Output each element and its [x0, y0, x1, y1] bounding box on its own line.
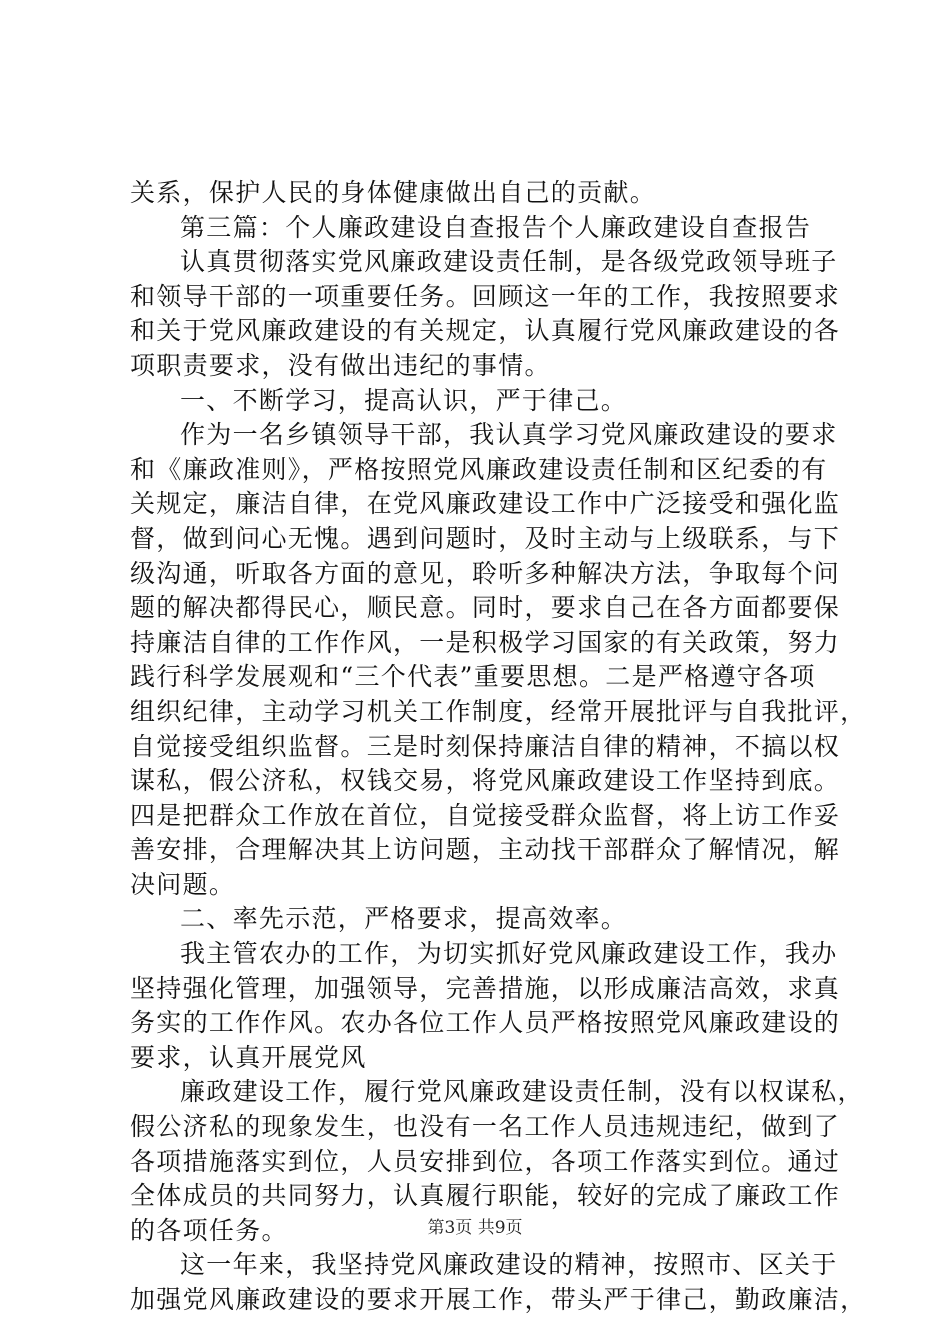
text-line: 坚持强化管理，加强领导，完善措施，以形成廉洁高效，求真: [130, 973, 841, 1003]
text-line: 关系，保护人民的身体健康做出自己的贡献。: [130, 178, 657, 207]
text-line: 项职责要求，没有做出违纪的事情。: [130, 350, 551, 380]
text-line: 谋私，假公济私，权钱交易，将党风廉政建设工作坚持到底。: [130, 766, 841, 796]
document-body: [130, 176, 867, 1318]
text-line: 作为一名乡镇领导干部，我认真学习党风廉政建设的要求: [180, 420, 838, 450]
text-line: 题的解决都得民心，顺民意。同时，要求自己在各方面都要保: [130, 593, 841, 623]
text-line: 各项措施落实到位，人员安排到位，各项工作落实到位。通过: [130, 1146, 841, 1176]
text-line: 认真贯彻落实党风廉政建设责任制，是各级党政领导班子: [180, 247, 838, 277]
text-line: 务实的工作作风。农办各位工作人员严格按照党风廉政建设的: [130, 1008, 841, 1038]
text-line: 廉政建设工作，履行党风廉政建设责任制，没有以权谋私，: [180, 1077, 864, 1107]
text-line: 组织纪律，主动学习机关工作制度，经常开展批评与自我批评，: [130, 696, 867, 726]
text-line: 督，做到问心无愧。遇到问题时，及时主动与上级联系，与下: [130, 523, 841, 553]
text-line: 和《廉政准则》，严格按照党风廉政建设责任制和区纪委的有: [130, 454, 828, 484]
text-line: 和领导干部的一项重要任务。回顾这一年的工作，我按照要求: [130, 281, 841, 311]
text-line: 级沟通，听取各方面的意见，聆听多种解决方法，争取每个问: [130, 558, 841, 588]
text-line: 关规定，廉洁自律，在党风廉政建设工作中广泛接受和强化监: [130, 489, 841, 519]
text-line: 决问题。: [130, 869, 236, 899]
text-line: 假公济私的现象发生，也没有一名工作人员违规违纪，做到了: [130, 1112, 841, 1142]
text-line: 我主管农办的工作，为切实抓好党风廉政建设工作，我办: [180, 939, 838, 969]
text-line: 持廉洁自律的工作作风，一是积极学习国家的有关政策，努力: [130, 627, 841, 657]
text-line: 善安排，合理解决其上访问题，主动找干部群众了解情况，解: [130, 835, 841, 865]
page-number-footer: 第3页 共9页: [427, 1218, 523, 1238]
text-line: 这一年来，我坚持党风廉政建设的精神，按照市、区关于: [180, 1250, 838, 1280]
subsection-heading: 二、率先示范，严格要求，提高效率。: [180, 904, 628, 934]
text-line: 和关于党风廉政建设的有关规定，认真履行党风廉政建设的各: [130, 316, 841, 346]
subsection-heading: 一、不断学习，提高认识，严于律己。: [180, 385, 628, 415]
text-line: 加强党风廉政建设的要求开展工作，带头严于律己，勤政廉洁，: [130, 1285, 867, 1314]
text-line: 的各项任务。: [130, 1215, 288, 1245]
text-line: 要求，认真开展党风: [130, 1042, 367, 1072]
text-line: 自觉接受组织监督。三是时刻保持廉洁自律的精神，不搞以权: [130, 731, 841, 761]
section-heading: 第三篇：个人廉政建设自查报告个人廉政建设自查报告: [180, 212, 812, 242]
text-line: 全体成员的共同努力，认真履行职能，较好的完成了廉政工作: [130, 1181, 841, 1211]
text-line: 践行科学发展观和“三个代表”重要思想。二是严格遵守各项: [130, 662, 816, 692]
text-line: 四是把群众工作放在首位，自觉接受群众监督，将上访工作妥: [130, 800, 841, 830]
